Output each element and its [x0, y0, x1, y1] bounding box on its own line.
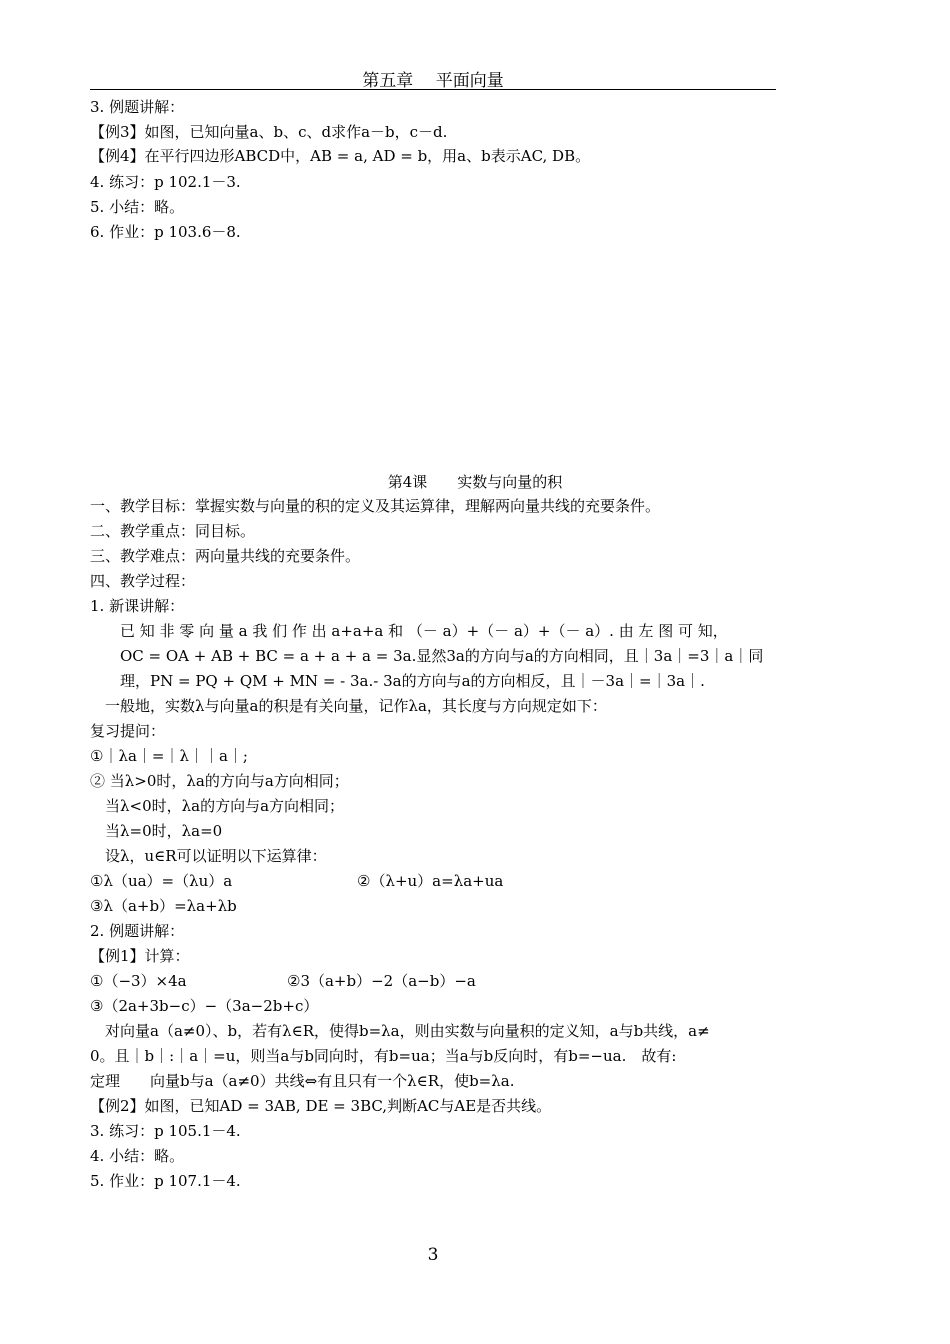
top-line-2: 【例3】如图，已知向量a、b、c、d求作a－b，c－d. [90, 123, 448, 141]
chapter-header: 第五章 平面向量 [362, 71, 504, 91]
lesson-line: 0。且｜b｜:｜a｜=u，则当a与b同向时，有b=ua；当a与b反向时，有b=−ua. 故有: [90, 1047, 677, 1065]
lesson-line: 定理 向量b与a（a≠0）共线⇔有且只有一个λ∈R，使b=λa. [90, 1072, 515, 1090]
header-rule [90, 89, 776, 90]
lesson-line: 5. 作业：p 107.1－4. [90, 1172, 241, 1190]
lesson-line: ② 当λ>0时，λa的方向与a方向相同； [90, 772, 349, 790]
lesson-line: 【例1】计算： [90, 947, 190, 965]
top-line-3: 【例4】在平行四边形ABCD中，AB = a, AD = b，用a、b表示AC, DB。 [90, 147, 591, 165]
lesson-line: 当λ=0时，λa=0 [105, 822, 223, 840]
lesson-line: 当λ<0时，λa的方向与a方向相同； [105, 797, 345, 815]
lesson-line: 设λ，u∈R可以证明以下运算律： [105, 847, 327, 865]
lesson-line: 复习提问： [90, 722, 166, 740]
lesson-line: 已 知 非 零 向 量 a 我 们 作 出 a+a+a 和 （－ a）+（－ a）+（－ a）. 由 左 图 可 知， [120, 622, 728, 640]
top-line-4: 4. 练习：p 102.1－3. [90, 173, 241, 191]
lesson-line: ②（λ+u）a=λa+ua [357, 872, 504, 890]
lesson-line: ①｜λa｜=｜λ｜｜a｜; [90, 747, 248, 765]
lesson-line: 一般地，实数λ与向量a的积是有关向量，记作λa，其长度与方向规定如下： [105, 697, 607, 715]
lesson-line: ③（2a+3b−c）−（3a−2b+c） [90, 997, 319, 1015]
top-line-6: 6. 作业：p 103.6－8. [90, 223, 241, 241]
lesson-line: ①λ（ua）=（λu）a [90, 872, 233, 890]
lesson-line: 【例2】如图，已知AD = 3AB, DE = 3BC,判断AC与AE是否共线。 [90, 1097, 552, 1115]
lesson-line: 2. 例题讲解： [90, 922, 185, 940]
top-line-5: 5. 小结：略。 [90, 198, 185, 216]
top-line-1: 3. 例题讲解： [90, 98, 185, 116]
lesson-line: ③λ（a+b）=λa+λb [90, 897, 237, 915]
lesson-line: OC = OA + AB + BC = a + a + a = 3a.显然3a的方向与a的方向相同，且｜3a｜=3｜a｜同 [120, 647, 764, 665]
lesson-line: ②3（a+b）−2（a−b）−a [287, 972, 476, 990]
lesson-line: 二、教学重点：同目标。 [90, 522, 256, 540]
lesson-line: 三、教学难点：两向量共线的充要条件。 [90, 547, 361, 565]
lesson-line: 对向量a（a≠0）、b，若有λ∈R，使得b=λa，则由实数与向量积的定义知，a与b共线，a≠ [105, 1022, 710, 1040]
page-number: 3 [427, 1245, 439, 1265]
lesson-line: 一、教学目标：掌握实数与向量的积的定义及其运算律，理解两向量共线的充要条件。 [90, 497, 661, 515]
lesson-line: ①（−3）×4a [90, 972, 187, 990]
lesson-line: 3. 练习：p 105.1－4. [90, 1122, 241, 1140]
lesson-line: 1. 新课讲解： [90, 597, 185, 615]
lesson-line: 理，PN = PQ + QM + MN = - 3a.- 3a的方向与a的方向相反，且｜－3a｜=｜3a｜. [120, 672, 705, 690]
lesson-title: 第4课 实数与向量的积 [387, 473, 563, 491]
lesson-line: 4. 小结：略。 [90, 1147, 185, 1165]
lesson-line: 四、教学过程： [90, 572, 196, 590]
